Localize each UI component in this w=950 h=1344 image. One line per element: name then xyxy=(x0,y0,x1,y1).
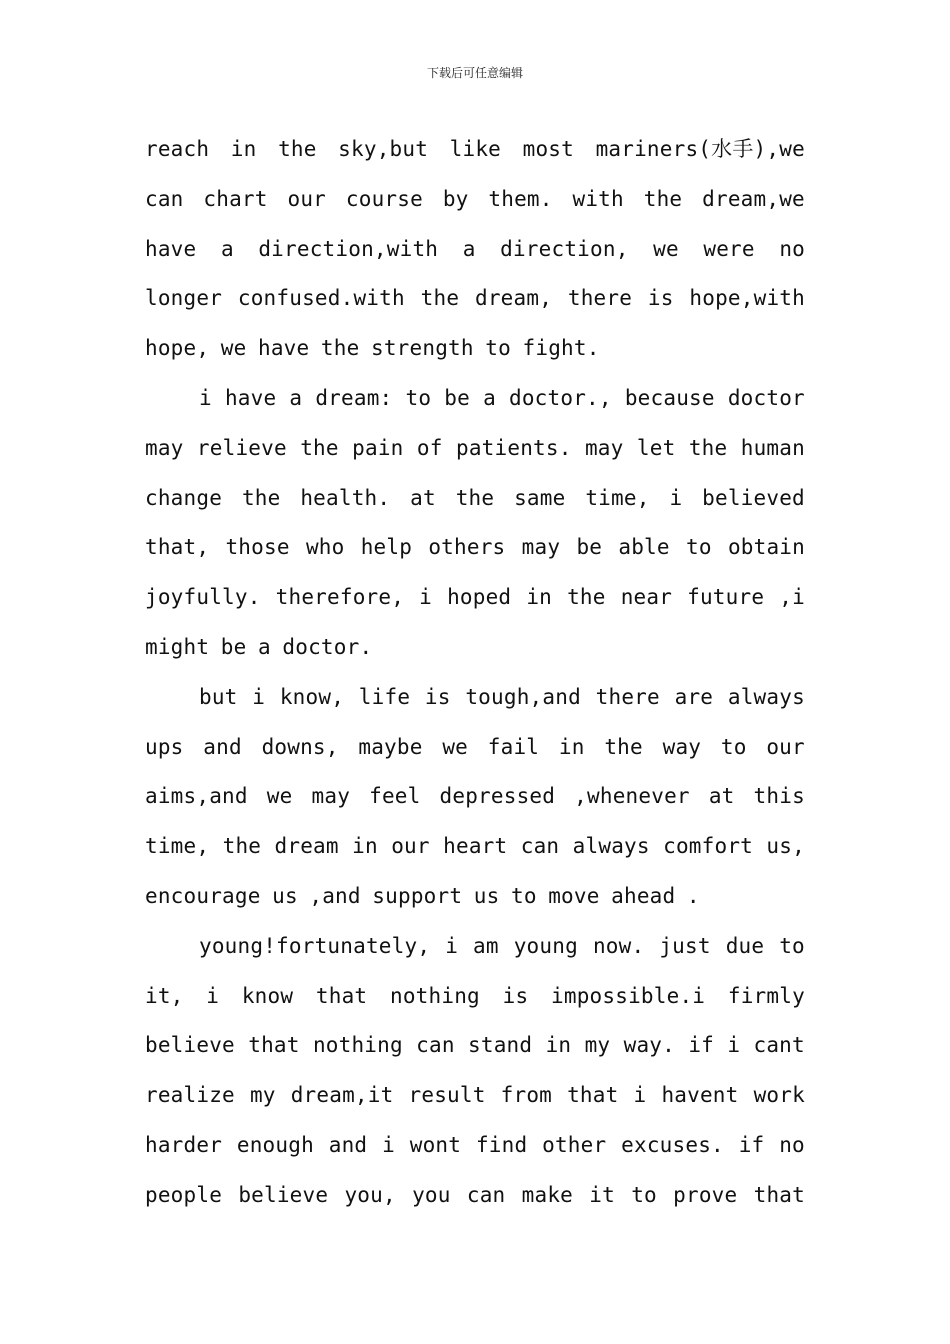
text-line: harder enough and i wont find other excuses. if no xyxy=(145,1132,805,1157)
body-text xyxy=(145,125,805,1221)
page-header: 下载后可任意编辑 xyxy=(426,66,523,80)
text-line: young!fortunately, i am young now. just due to xyxy=(199,933,805,958)
text-line: change the health. at the same time, i believed xyxy=(145,485,805,510)
text-line: can chart our course by them. with the dream,we xyxy=(145,186,805,211)
text-line: but i know, life is tough,and there are always xyxy=(199,684,805,709)
text-line: time, the dream in our heart can always comfort us, xyxy=(145,834,805,859)
text-line: aims,and we may feel depressed ,whenever at this xyxy=(145,784,805,809)
text-line: that, those who help others may be able to obtain xyxy=(145,535,805,560)
text-line: it, i know that nothing is impossible.i firmly xyxy=(145,983,805,1008)
text-line: encourage us ,and support us to move ahead . xyxy=(145,883,700,908)
text-line: realize my dream,it result from that i havent work xyxy=(145,1083,805,1108)
text-line: might be a doctor. xyxy=(145,634,373,659)
text-line: people believe you, you can make it to prove that xyxy=(145,1182,805,1207)
text-line: i have a dream: to be a doctor., because doctor xyxy=(199,385,805,410)
text-line: have a direction,with a direction, we were no xyxy=(145,236,805,261)
text-line: longer confused.with the dream, there is hope,with xyxy=(145,286,805,311)
text-line: ups and downs, maybe we fail in the way to our xyxy=(145,734,805,759)
text-line: joyfully. therefore, i hoped in the near future ,i xyxy=(145,585,805,610)
text-line: believe that nothing can stand in my way. if i cant xyxy=(145,1033,805,1058)
text-line: hope, we have the strength to fight. xyxy=(145,336,600,361)
text-line: reach in the sky,but like most mariners(水手),we xyxy=(145,137,805,161)
text-line: may relieve the pain of patients. may let the human xyxy=(145,435,805,460)
